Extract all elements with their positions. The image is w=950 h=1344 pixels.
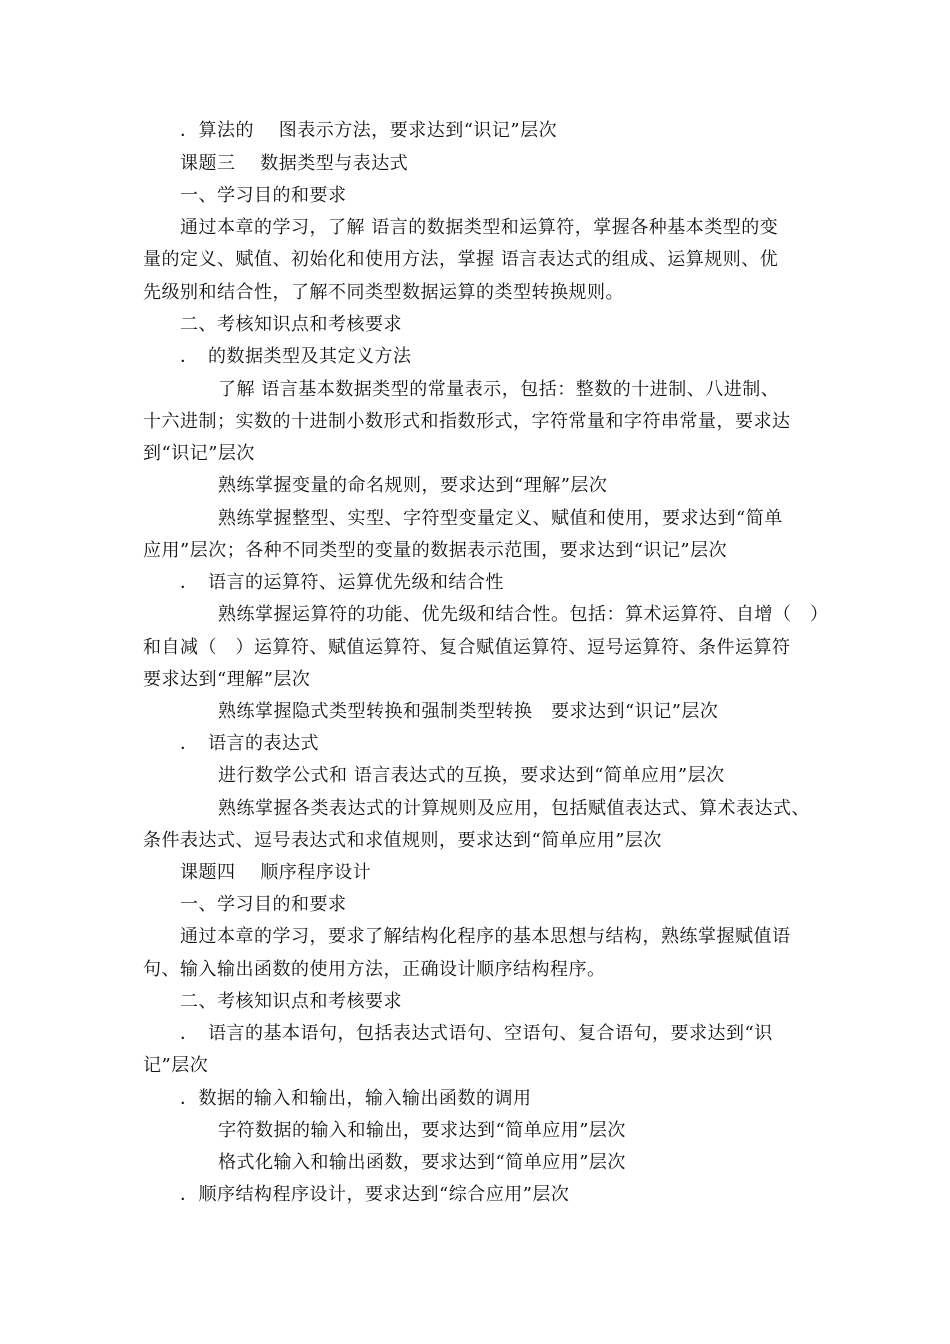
list-item: ． 语言的基本语句，包括表达式语句、空语句、复合语句，要求达到“识 — [180, 1023, 773, 1044]
paragraph-line: 记”层次 — [143, 1055, 209, 1076]
list-item: ．顺序结构程序设计，要求达到“综合应用”层次 — [180, 1184, 570, 1205]
section-heading: 课题四 顺序程序设计 — [180, 862, 372, 883]
text-line: ．算法的 图表示方法，要求达到“识记”层次 — [180, 120, 558, 141]
list-item: ． 语言的表达式 — [180, 733, 319, 754]
paragraph-line: 进行数学公式和 语言表达式的互换，要求达到“简单应用”层次 — [218, 765, 725, 786]
list-item: ． 语言的运算符、运算优先级和结合性 — [180, 572, 504, 593]
paragraph-line: 和自减（ ）运算符、赋值运算符、复合赋值运算符、逗号运算符、条件运算符 — [143, 637, 791, 658]
paragraph-line: 熟练掌握各类表达式的计算规则及应用，包括赋值表达式、算术表达式、 — [218, 798, 810, 819]
paragraph-line: 量的定义、赋值、初始化和使用方法，掌握 语言表达式的组成、运算规则、优 — [143, 249, 779, 270]
section-heading: 课题三 数据类型与表达式 — [180, 153, 409, 174]
paragraph-line: 句、输入输出函数的使用方法，正确设计顺序结构程序。 — [143, 959, 606, 980]
paragraph-line: 通过本章的学习，了解 语言的数据类型和运算符，掌握各种基本类型的变 — [180, 217, 779, 238]
subsection-heading: 二、考核知识点和考核要求 — [180, 991, 402, 1012]
paragraph-line: 到“识记”层次 — [143, 443, 255, 464]
paragraph-line: 十六进制；实数的十进制小数形式和指数形式，字符常量和字符串常量，要求达 — [143, 411, 791, 432]
list-item: ．数据的输入和输出，输入输出函数的调用 — [180, 1088, 532, 1109]
subsection-heading: 一、学习目的和要求 — [180, 894, 347, 915]
paragraph-line: 先级别和结合性，了解不同类型数据运算的类型转换规则。 — [143, 282, 624, 303]
paragraph-line: 熟练掌握运算符的功能、优先级和结合性。包括：算术运算符、自增（ ） — [218, 604, 829, 625]
paragraph-line: 要求达到“理解”层次 — [143, 669, 311, 690]
paragraph-line: 熟练掌握隐式类型转换和强制类型转换 要求达到“识记”层次 — [218, 701, 719, 722]
paragraph-line: 熟练掌握整型、实型、字符型变量定义、赋值和使用，要求达到“简单 — [218, 508, 783, 529]
paragraph-line: 应用”层次；各种不同类型的变量的数据表示范围，要求达到“识记”层次 — [143, 540, 728, 561]
subsection-heading: 二、考核知识点和考核要求 — [180, 314, 402, 335]
paragraph-line: 条件表达式、逗号表达式和求值规则，要求达到“简单应用”层次 — [143, 830, 662, 851]
list-item: ． 的数据类型及其定义方法 — [180, 346, 412, 367]
paragraph-line: 通过本章的学习，要求了解结构化程序的基本思想与结构，熟练掌握赋值语 — [180, 926, 791, 947]
paragraph-line: 熟练掌握变量的命名规则，要求达到“理解”层次 — [218, 475, 608, 496]
paragraph-line: 字符数据的输入和输出，要求达到“简单应用”层次 — [218, 1120, 626, 1141]
paragraph-line: 格式化输入和输出函数，要求达到“简单应用”层次 — [218, 1152, 626, 1173]
subsection-heading: 一、学习目的和要求 — [180, 185, 347, 206]
paragraph-line: 了解 语言基本数据类型的常量表示，包括：整数的十进制、八进制、 — [218, 379, 780, 400]
